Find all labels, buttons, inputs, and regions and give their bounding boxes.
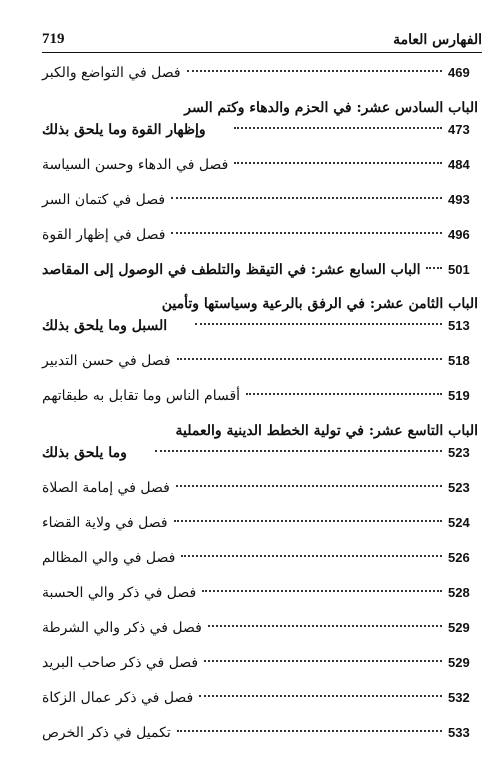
- toc-entry-text: فصل في ذكر والي الحسبة: [42, 585, 197, 601]
- dot-leader: [204, 660, 442, 662]
- dot-leader: [234, 127, 442, 129]
- toc-entry-page: 473: [448, 122, 470, 137]
- toc-entry: [42, 224, 478, 245]
- toc-entry: [42, 315, 478, 336]
- toc-entry: [42, 154, 478, 175]
- toc-entry-page: 523: [448, 445, 470, 460]
- toc-entry-text: فصل في التواضع والكبر: [42, 65, 181, 81]
- toc-entry-page: 519: [448, 388, 470, 403]
- toc-entry-page: 526: [448, 550, 470, 565]
- toc-entry-text: الباب السابع عشر: في التيقظ والتلطف في الوصول إلى المقاصد: [42, 262, 421, 278]
- running-title: الفهارس العامة: [393, 32, 482, 48]
- dot-leader: [426, 267, 442, 269]
- toc-entry-page: 533: [448, 725, 470, 740]
- toc-entry: [42, 687, 478, 708]
- toc-entry-page: 529: [448, 655, 470, 670]
- toc-entry: [42, 385, 478, 406]
- chapter-heading: الباب التاسع عشر: في تولية الخطط الدينية والعملية: [175, 423, 478, 439]
- dot-leader: [199, 695, 442, 697]
- dot-leader: [234, 162, 442, 164]
- dot-leader: [177, 358, 442, 360]
- toc-entry-text: وإظهار القوة وما يلحق بذلك: [42, 122, 206, 138]
- toc-entry-text: فصل في حسن التدبير: [42, 353, 171, 369]
- dot-leader: [208, 625, 442, 627]
- running-header: [42, 22, 482, 53]
- toc-entry: [42, 582, 478, 603]
- toc-entry-text: فصل في والي المظالم: [42, 550, 176, 566]
- dot-leader: [177, 730, 442, 732]
- toc-entry: [42, 119, 478, 140]
- toc-entry-page: 469: [448, 65, 470, 80]
- toc-entry-text: فصل في إمامة الصلاة: [42, 480, 170, 496]
- toc-entry-text: فصل في إظهار القوة: [42, 227, 166, 243]
- dot-leader: [246, 393, 442, 395]
- page-number: 719: [42, 31, 65, 47]
- toc-entry-text: فصل في الدهاء وحسن السياسة: [42, 157, 229, 173]
- toc-entry: [42, 259, 478, 280]
- toc-entry: [42, 547, 478, 568]
- toc-entry-text: فصل في كتمان السر: [42, 192, 166, 208]
- toc-entry-page: 532: [448, 690, 470, 705]
- toc-entry: [42, 477, 478, 498]
- toc-entry-text: تكميل في ذكر الخرص: [42, 725, 171, 741]
- dot-leader: [155, 450, 442, 452]
- dot-leader: [202, 590, 442, 592]
- toc-entry: [42, 442, 478, 463]
- dot-leader: [195, 323, 442, 325]
- toc-entry-page: 496: [448, 227, 470, 242]
- toc-entry-text: السبل وما يلحق بذلك: [42, 318, 168, 334]
- dot-leader: [171, 232, 442, 234]
- toc-entry-page: 493: [448, 192, 470, 207]
- toc-entry-page: 528: [448, 585, 470, 600]
- chapter-heading: الباب السادس عشر: في الحزم والدهاء وكتم السر: [184, 100, 478, 116]
- toc-entry-text: فصل في ذكر والي الشرطة: [42, 620, 202, 636]
- toc-entry: [42, 350, 478, 371]
- toc-entry: [42, 722, 478, 743]
- chapter-heading: الباب الثامن عشر: في الرفق بالرعية وسياستها وتأمين: [161, 296, 478, 312]
- dot-leader: [174, 520, 442, 522]
- toc-entry-text: وما يلحق بذلك: [42, 445, 127, 461]
- toc-entry: [42, 512, 478, 533]
- toc-entry-text: فصل في ذكر عمال الزكاة: [42, 690, 194, 706]
- toc-entry-text: فصل في ذكر صاحب البريد: [42, 655, 199, 671]
- dot-leader: [181, 555, 442, 557]
- table-of-contents: [42, 62, 478, 743]
- dot-leader: [187, 70, 442, 72]
- toc-entry-text: أقسام الناس وما تقابل به طبقاتهم: [42, 388, 241, 404]
- toc-entry-page: 484: [448, 157, 470, 172]
- toc-entry-page: 501: [448, 262, 470, 277]
- toc-entry: [42, 62, 478, 83]
- dot-leader: [171, 197, 442, 199]
- toc-entry-page: 523: [448, 480, 470, 495]
- toc-entry-text: فصل في ولاية القضاء: [42, 515, 168, 531]
- toc-entry-page: 513: [448, 318, 470, 333]
- dot-leader: [176, 485, 442, 487]
- toc-entry: [42, 617, 478, 638]
- toc-entry: [42, 189, 478, 210]
- toc-entry-page: 529: [448, 620, 470, 635]
- toc-entry-page: 518: [448, 353, 470, 368]
- toc-entry-page: 524: [448, 515, 470, 530]
- toc-entry: [42, 652, 478, 673]
